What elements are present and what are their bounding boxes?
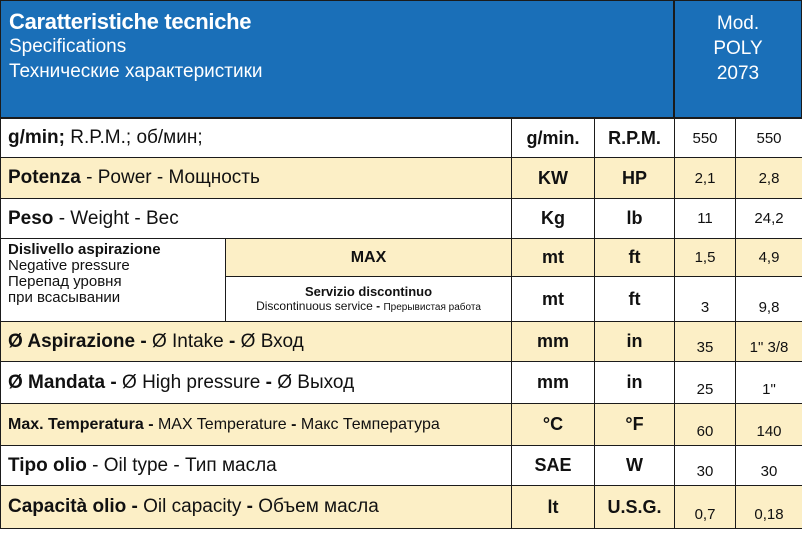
outlet-label-bold: Ø Mandata - bbox=[8, 371, 123, 393]
speed-label bbox=[1, 119, 512, 158]
oil-type-label-rest: - Oil type - Тип масла bbox=[86, 454, 277, 476]
intake-label-bold: Ø Aspirazione - bbox=[8, 330, 152, 352]
weight-label-rest: - Weight - Вес bbox=[53, 207, 179, 229]
weight-label bbox=[1, 199, 512, 239]
outlet-value-2: 1" bbox=[736, 362, 802, 404]
intake-unit-1: mm bbox=[512, 322, 595, 362]
table-row-temperature bbox=[1, 404, 802, 446]
temperature-label-bold: Max. Temperatura - bbox=[8, 415, 154, 433]
speed-unit-1: g/min. bbox=[512, 119, 595, 158]
discontinuous-label-ru: Прерывистая работа bbox=[383, 301, 481, 313]
power-unit-2: HP bbox=[595, 158, 675, 199]
table-row-weight bbox=[1, 199, 802, 239]
table-row-speed bbox=[1, 119, 802, 158]
temperature-unit-1: °C bbox=[512, 404, 595, 446]
suction-max-value-2: 4,9 bbox=[736, 239, 802, 277]
table-row-outlet bbox=[1, 362, 802, 404]
suction-head-label bbox=[1, 239, 226, 322]
temperature-value-1: 60 bbox=[675, 404, 736, 446]
intake-value-2: 1" 3/8 bbox=[736, 322, 802, 362]
outlet-label bbox=[1, 362, 512, 404]
suction-disc-value-1: 3 bbox=[675, 277, 736, 322]
power-unit-1: KW bbox=[512, 158, 595, 199]
weight-value-1: 11 bbox=[675, 199, 736, 239]
model-number: 2073 bbox=[716, 63, 760, 84]
suction-max-label: MAX bbox=[226, 239, 512, 277]
oil-capacity-label-ru: Объем масла bbox=[258, 496, 379, 517]
outlet-value-1: 25 bbox=[675, 362, 736, 404]
suction-discontinuous-label bbox=[226, 277, 512, 322]
model-prefix: Mod. bbox=[716, 13, 760, 34]
suction-max-unit-2: ft bbox=[595, 239, 675, 277]
header-titles bbox=[0, 0, 674, 118]
suction-max-value-1: 1,5 bbox=[675, 239, 736, 277]
oil-capacity-label bbox=[1, 486, 512, 529]
intake-label-separator: - bbox=[223, 330, 241, 352]
intake-value-1: 35 bbox=[675, 322, 736, 362]
speed-label-bold: g/min; bbox=[8, 127, 65, 148]
discontinuous-label-secondary bbox=[226, 299, 511, 315]
discontinuous-label-separator: - bbox=[372, 298, 384, 313]
intake-label bbox=[1, 322, 512, 362]
temperature-label-separator: - bbox=[291, 415, 297, 433]
model-name: POLY bbox=[713, 38, 763, 59]
title-italian: Caratteristiche tecniche bbox=[9, 9, 252, 34]
suction-disc-value-2: 9,8 bbox=[736, 277, 802, 322]
temperature-label-en: MAX Temperature bbox=[153, 415, 292, 433]
table-row-suction-max bbox=[1, 239, 802, 277]
title-english: Specifications bbox=[9, 36, 127, 57]
spec-table bbox=[0, 118, 802, 529]
discontinuous-label-it: Servizio discontinuo bbox=[304, 283, 433, 299]
suction-head-label-ru-1: Перепад уровня bbox=[8, 273, 122, 290]
suction-head-label-ru-2: при всасывании bbox=[8, 289, 121, 306]
temperature-value-2: 140 bbox=[736, 404, 802, 446]
speed-value-2: 550 bbox=[736, 119, 802, 158]
suction-disc-unit-1: mt bbox=[512, 277, 595, 322]
intake-unit-2: in bbox=[595, 322, 675, 362]
oil-capacity-label-en: Oil capacity bbox=[143, 496, 242, 517]
oil-type-unit-1: SAE bbox=[512, 446, 595, 486]
outlet-label-ru: Ø Выход bbox=[277, 371, 355, 393]
weight-unit-1: Kg bbox=[512, 199, 595, 239]
weight-label-bold: Peso bbox=[8, 207, 54, 229]
power-label bbox=[1, 158, 512, 199]
header-model bbox=[674, 0, 802, 118]
temperature-label bbox=[1, 404, 512, 446]
oil-capacity-label-separator: - bbox=[241, 496, 259, 517]
oil-type-value-1: 30 bbox=[675, 446, 736, 486]
intake-label-ru: Ø Вход bbox=[240, 330, 304, 352]
weight-unit-2: lb bbox=[595, 199, 675, 239]
speed-value-1: 550 bbox=[675, 119, 736, 158]
power-value-2: 2,8 bbox=[736, 158, 802, 199]
oil-capacity-value-2: 0,18 bbox=[736, 486, 802, 529]
power-value-1: 2,1 bbox=[675, 158, 736, 199]
speed-unit-2: R.P.M. bbox=[595, 119, 675, 158]
suction-max-unit-1: mt bbox=[512, 239, 595, 277]
temperature-label-ru: Макс Температура bbox=[296, 415, 440, 433]
weight-value-2: 24,2 bbox=[736, 199, 802, 239]
intake-label-en: Ø Intake bbox=[151, 330, 224, 352]
suction-head-label-en: Negative pressure bbox=[8, 257, 130, 274]
power-label-rest: - Power - Мощность bbox=[80, 167, 260, 188]
outlet-label-en: Ø High pressure bbox=[122, 371, 261, 393]
oil-type-unit-2: W bbox=[595, 446, 675, 486]
oil-type-value-2: 30 bbox=[736, 446, 802, 486]
oil-capacity-unit-1: lt bbox=[512, 486, 595, 529]
table-row-power bbox=[1, 158, 802, 199]
outlet-unit-1: mm bbox=[512, 362, 595, 404]
table-row-oil-type bbox=[1, 446, 802, 486]
oil-capacity-unit-2: U.S.G. bbox=[595, 486, 675, 529]
table-row-intake bbox=[1, 322, 802, 362]
oil-type-label-bold: Tipo olio bbox=[8, 454, 87, 476]
speed-label-rest: R.P.M.; об/мин; bbox=[65, 127, 203, 148]
oil-capacity-value-1: 0,7 bbox=[675, 486, 736, 529]
oil-capacity-label-bold: Capacità olio - bbox=[8, 496, 144, 517]
table-row-oil-capacity bbox=[1, 486, 802, 529]
title-russian: Технические характеристики bbox=[9, 61, 263, 82]
suction-disc-unit-2: ft bbox=[595, 277, 675, 322]
discontinuous-label-en: Discontinuous service bbox=[256, 298, 373, 313]
outlet-label-separator: - bbox=[260, 371, 278, 393]
outlet-unit-2: in bbox=[595, 362, 675, 404]
power-label-bold: Potenza bbox=[8, 167, 81, 188]
temperature-unit-2: °F bbox=[595, 404, 675, 446]
suction-head-label-it: Dislivello aspirazione bbox=[8, 241, 161, 258]
oil-type-label bbox=[1, 446, 512, 486]
